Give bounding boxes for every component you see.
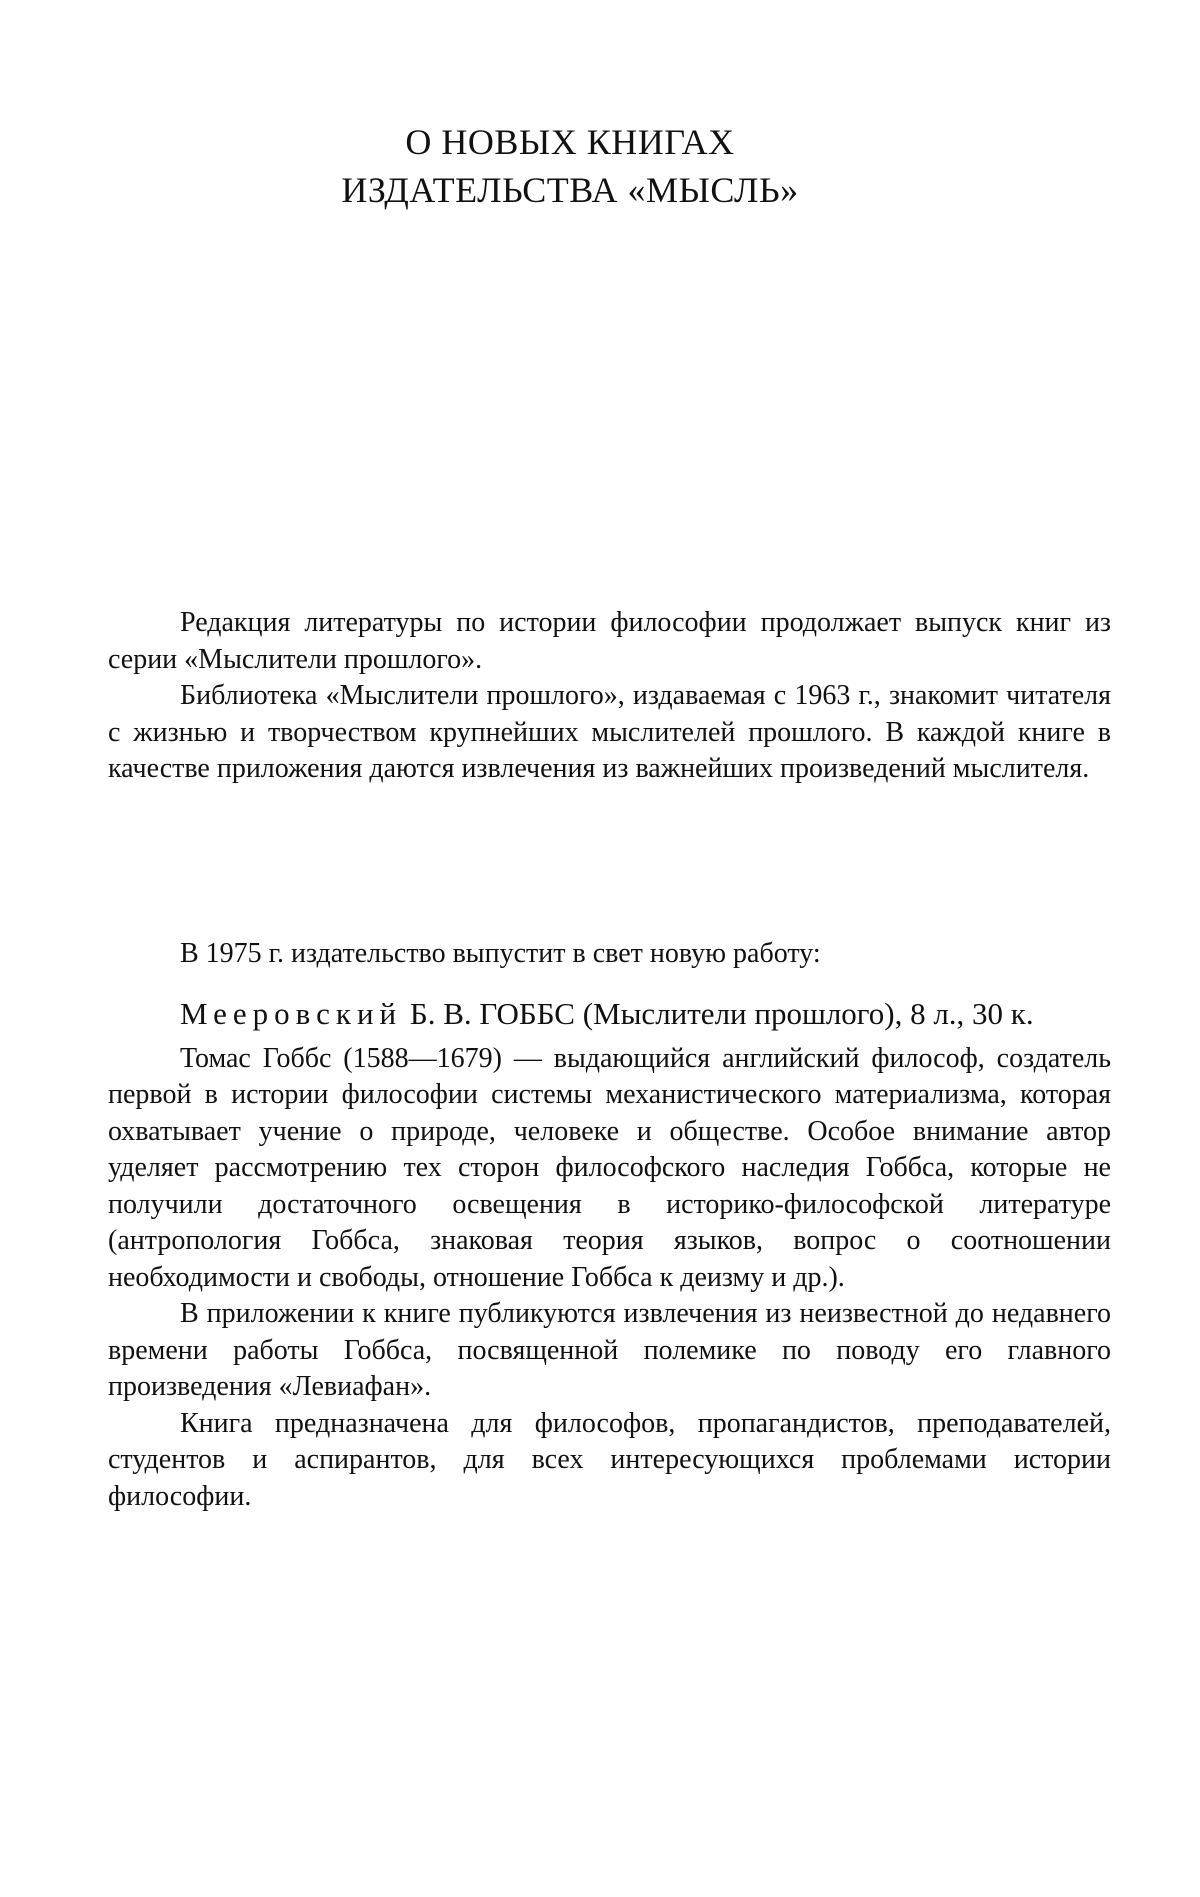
appendix-paragraph: В приложении к книге публикуются извлечения из неизвестной до недавнего времени работы Гоббса, посвященной полемике по поводу его главного произведения «Левиафан». bbox=[108, 1298, 1111, 1402]
title-line-2: ИЗДАТЕЛЬСТВА «МЫСЛЬ» bbox=[341, 170, 799, 210]
audience-paragraph: Книга предназначена для философов, пропагандистов, преподавателей, студентов и аспирантов, для всех интересующихся проблемами истории философии. bbox=[108, 1407, 1111, 1512]
intro-paragraph-2: Библиотека «Мыслители прошлого», издаваемая с 1963 г., знакомит читателя с жизнью и творчеством крупнейших мыслителей прошлого. В каждой книге в качестве приложения даются извлечения из важнейших произведений мыслителя. bbox=[108, 680, 1111, 784]
intro-paragraph-1: Редакция литературы по истории философии продолжает выпуск книг из серии «Мыслители прошлого». bbox=[108, 607, 1111, 675]
book-author: Мееровский bbox=[180, 995, 403, 1031]
intro-section bbox=[108, 605, 1111, 788]
book-details: Б. В. ГОББС (Мыслители прошлого), 8 л., 30 к. bbox=[402, 995, 1034, 1031]
announcement-section bbox=[108, 936, 1111, 1515]
announcement-paragraph: В 1975 г. издательство выпустит в свет новую работу: bbox=[180, 938, 821, 969]
book-entry bbox=[108, 995, 1111, 1033]
book-description: Томас Гоббс (1588—1679) — выдающийся английский философ, создатель первой в истории философии системы механистического материализма, которая охватывает учение о природе, человеке и обществе. Особое внимание автор уделяет рассмотрению тех сторон философского наследия Гоббса, которые не получили достаточного освещения в историко-философской литературе (антропология Гоббса, знаковая теория языков, вопрос о соотношении необходимости и свободы, отношение Гоббса к деизму и др.). bbox=[108, 1042, 1111, 1293]
title-line-1: О НОВЫХ КНИГАХ bbox=[405, 122, 735, 162]
page-title bbox=[0, 118, 1140, 214]
